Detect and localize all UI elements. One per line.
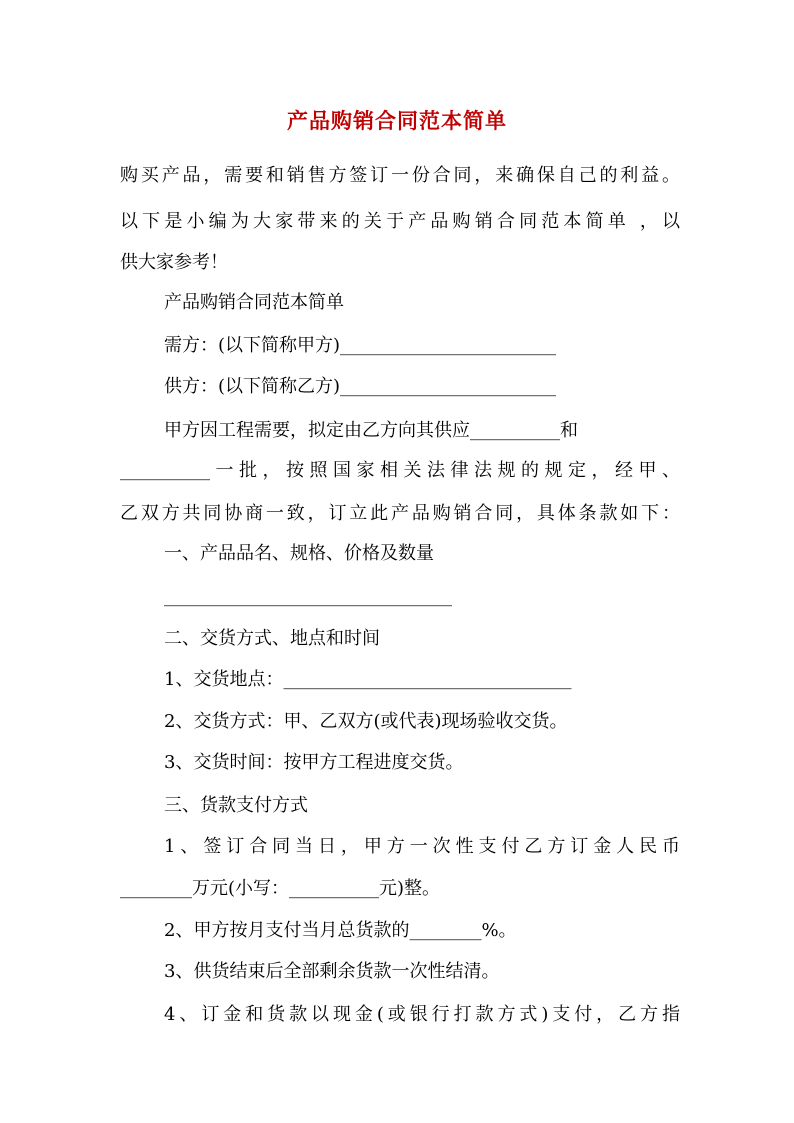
- payment-clause-3: 3、供货结束后全部剩余货款一次性结清。: [164, 961, 500, 982]
- payment-clause-1-cont: ________万元(小写：__________元)整。: [120, 878, 441, 899]
- section-heading-3: 三、货款支付方式: [164, 795, 308, 816]
- paragraph-line: 乙双方共同协商一致，订立此产品购销合同，具体条款如下：: [120, 503, 680, 524]
- payment-clause-1: 1、签订合同当日，甲方一次性支付乙方订金人民币: [164, 836, 680, 857]
- delivery-location-line: 1、交货地点：________________________________: [164, 669, 572, 690]
- payment-clause-2: 2、甲方按月支付当月总货款的________%。: [164, 920, 517, 941]
- paragraph-line: __________一批，按照国家相关法律法规的规定，经甲、: [120, 460, 680, 481]
- blank-fill-line: ________________________________: [164, 586, 452, 607]
- paragraph-line: 供大家参考！: [120, 252, 228, 273]
- section-heading-1: 一、产品品名、规格、价格及数量: [164, 543, 434, 564]
- paragraph-line: 以下是小编为大家带来的关于产品购销合同范本简单 ，以: [120, 211, 680, 232]
- document-title: 产品购销合同范本简单: [287, 108, 507, 133]
- delivery-method-line: 2、交货方式：甲、乙双方(或代表)现场验收交货。: [164, 711, 568, 732]
- section-heading-2: 二、交货方式、地点和时间: [164, 628, 380, 649]
- delivery-time-line: 3、交货时间：按甲方工程进度交货。: [164, 752, 464, 773]
- supplier-line: 供方：(以下简称乙方)________________________: [164, 376, 557, 397]
- paragraph-line: 甲方因工程需要，拟定由乙方向其供应__________和: [164, 420, 578, 441]
- payment-clause-4: 4、订金和货款以现金(或银行打款方式)支付，乙方指: [164, 1004, 680, 1025]
- paragraph-line: 购买产品，需要和销售方签订一份合同，来确保自己的利益。: [120, 165, 680, 186]
- buyer-line: 需方：(以下简称甲方)________________________: [164, 335, 557, 356]
- contract-heading: 产品购销合同范本简单: [164, 292, 344, 313]
